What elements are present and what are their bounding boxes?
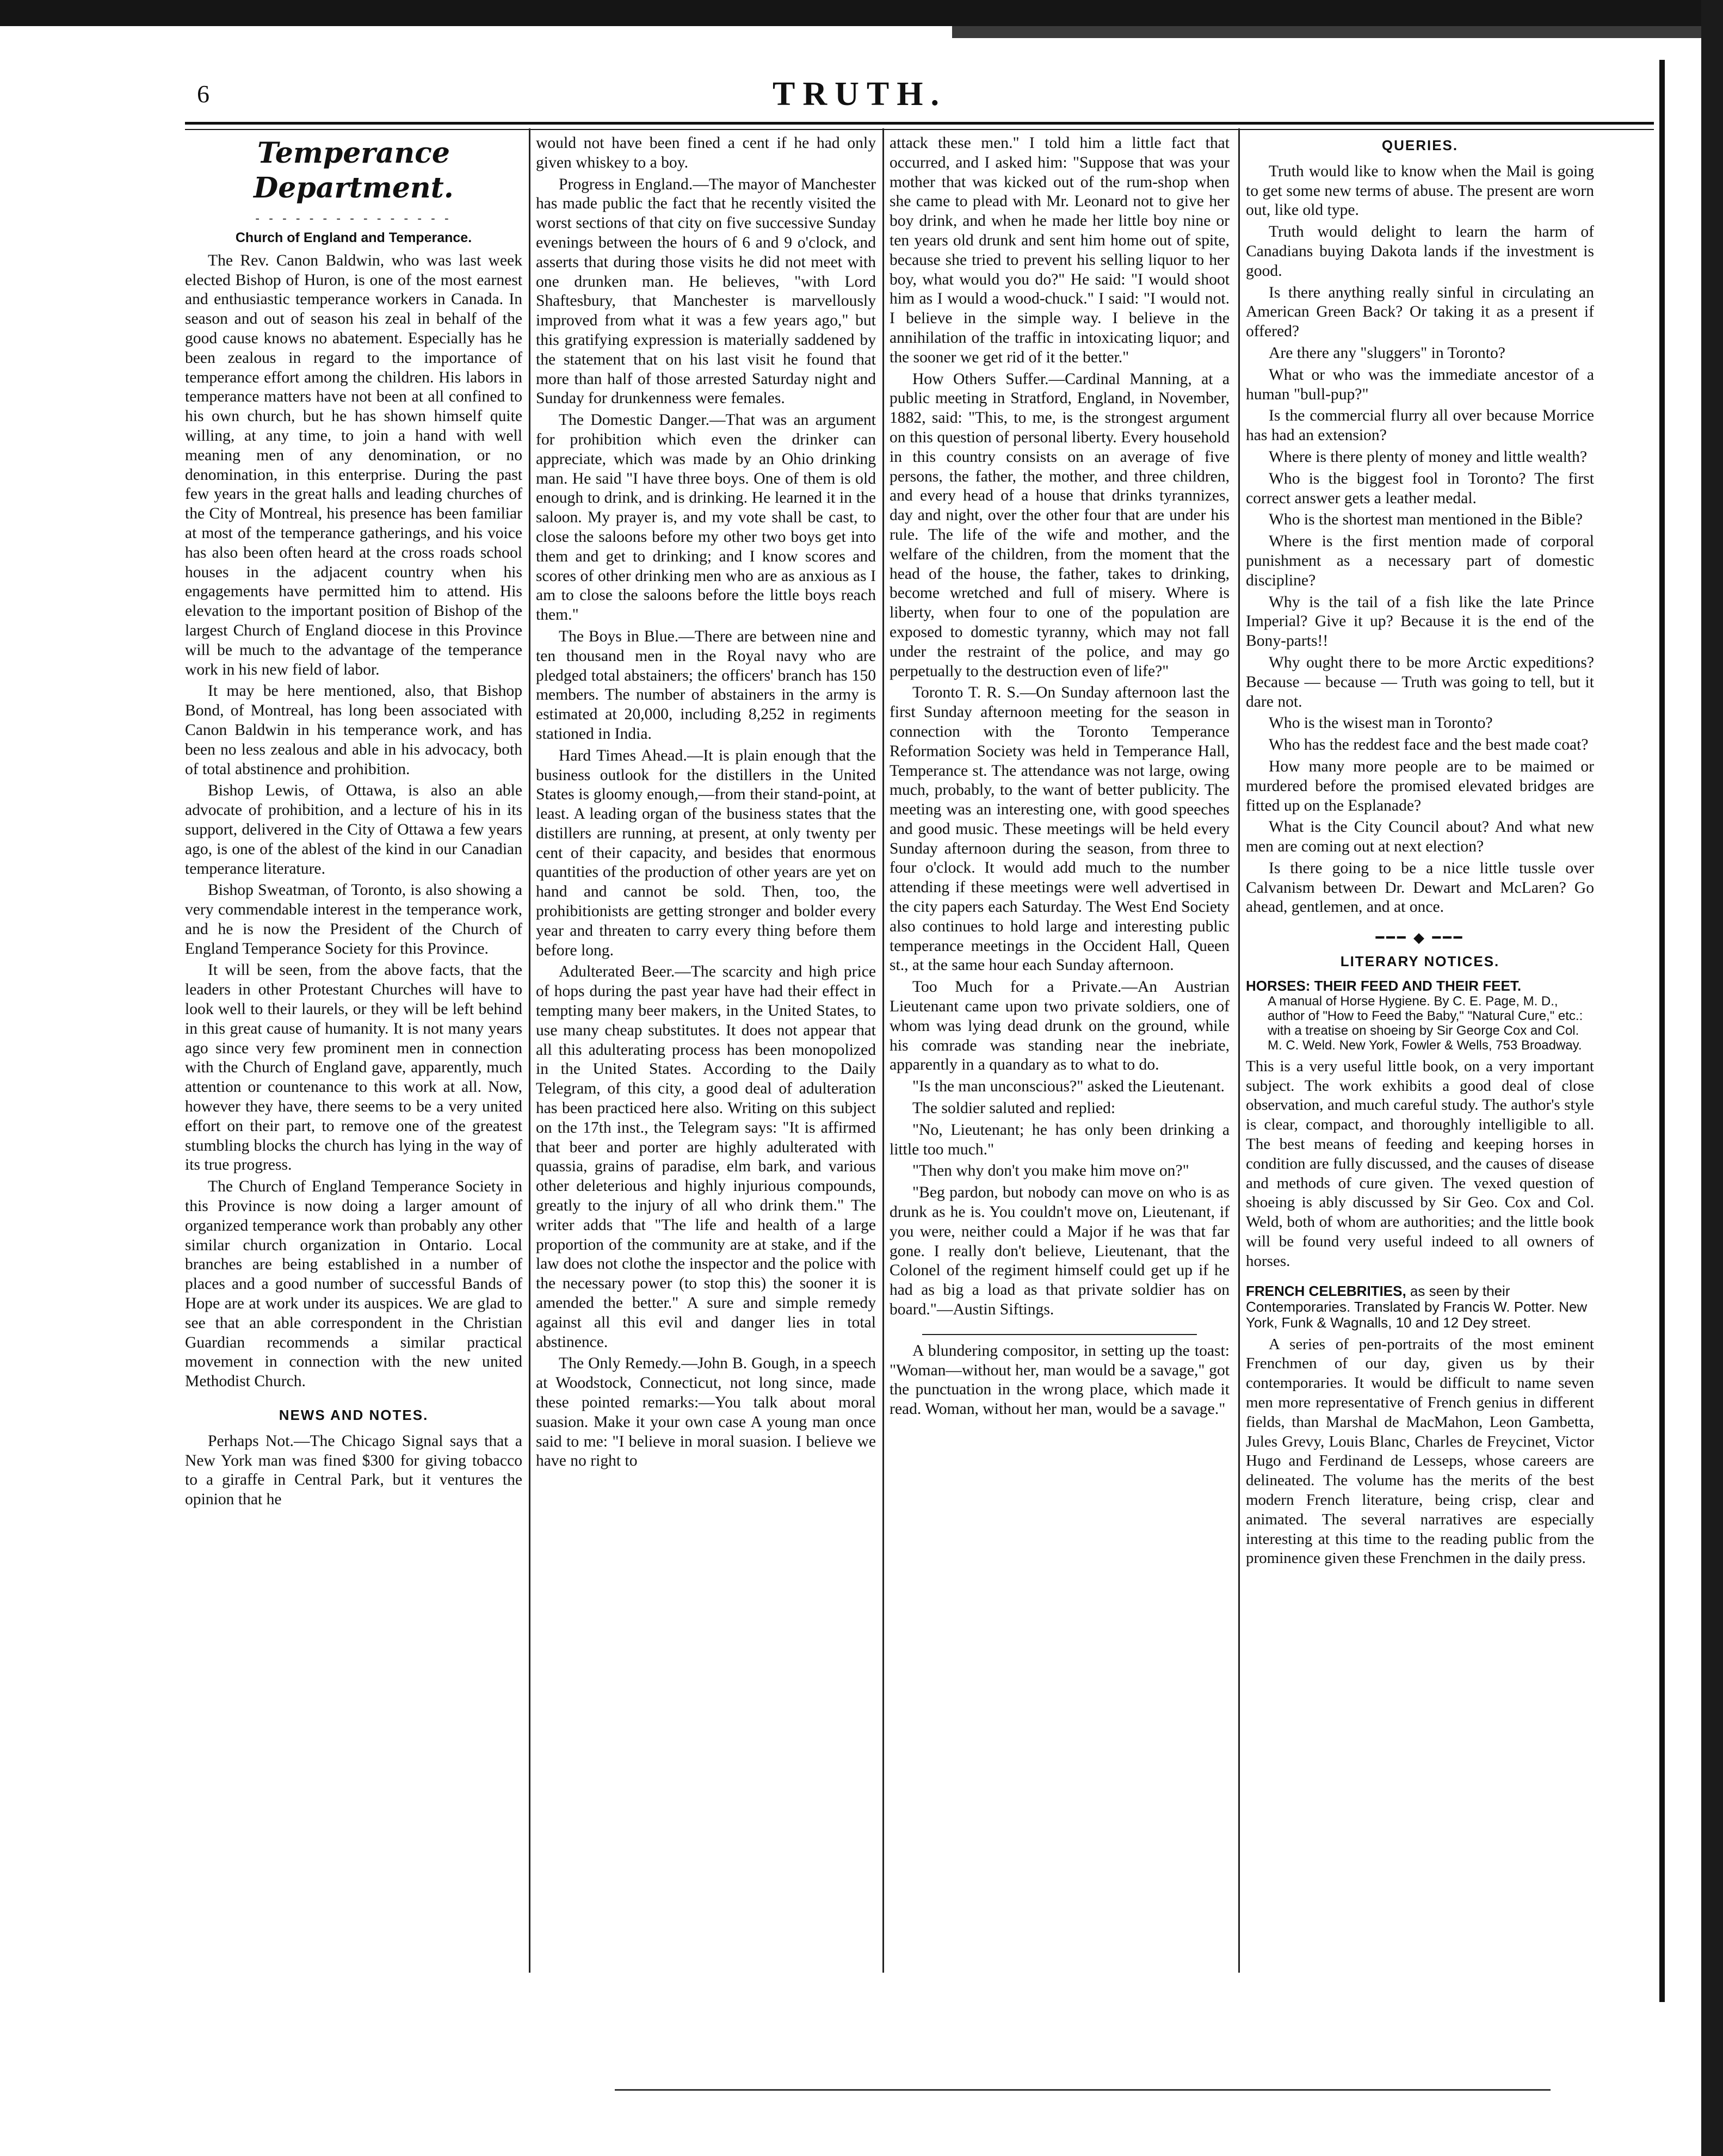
news-paragraph: attack these men." I told him a little fact that occurred, and I asked him: "Suppose that was your mother that was kicked out of the rum-shop when she came to plead with Mr. Leonard not to give her boy drink, and when he made her little boy nine or ten years old drunk and sent him home out of spite, because she tried to prevent his selling liquor to her boy, what would you do?" He said: "I would shoot him as I would a wood-chuck." I said: "I would not. I believe in the simple way. I believe in the annihilation of the traffic in intoxicating liquor; and the sooner we get rid of it the better." <box>890 134 1230 366</box>
news-paragraph: Progress in England.—The mayor of Manchester has made public the fact that he recently visited the worst sections of that city on five successive Sunday evenings between the hours of 6 and 9 o'clock, and asserts that during those visits he did not meet with one drunken man. He believes, "with Lord Shaftesbury, that Manchester is marvellously improved from what it was a few years ago," but this gratifying expression is materially saddened by the statement that on his last visit he found that more than half of those arrested Saturday night and Sunday for drunkenness were females. <box>536 175 876 407</box>
query-item: Who has the reddest face and the best made coat? <box>1269 736 1589 754</box>
article-paragraph: Bishop Lewis, of Ottawa, is also an able advocate of prohibition, and a lecture of his in its support, delivered in the City of Ottawa a few years ago, is one of the ablest of the kind in our Canadian temperance literature. <box>185 782 522 878</box>
article-paragraph: Bishop Sweatman, of Toronto, is also showing a very commendable interest in the temperance work, and he is now the President of the Church of England Temperance Society for this Province. <box>185 881 522 957</box>
column-divider <box>529 128 530 1973</box>
news-paragraph: "Then why don't you make him move on?" <box>912 1162 1189 1180</box>
news-paragraph: Toronto T. R. S.—On Sunday afternoon last the first Sunday afternoon meeting for the season in connection with the Toronto Temperance Reformation Society was held in Temperance Hall, Temperance st. The attendance was not large, owing much, probably, to the want of better publicity. The meeting was an interesting one, with good speeches and good music. These meetings will be held every Sunday afternoon during the season, from three to four o'clock. It would add much to the number attending if these meetings were well advertised in the city papers each Saturday. The West End Society also continues to hold large and interesting public temperance meetings in the Occident Hall, Queen st., at the same hour each Sunday afternoon. <box>890 684 1230 974</box>
article-paragraph: The Rev. Canon Baldwin, who was last week elected Bishop of Huron, is one of the most earnest and enthusiastic temperance workers in Canada. In season and out of season his zeal in behalf of the good cause knows no abatement. Especially has he been zealous in regard to the importance of temperance effort among the children. His labors in temperance matters have not been at all confined to his own church, but he has shown himself quite willing, at any time, to join a hand with well meaning men of any denomination, or no denomination, in this enterprise. During the past few years in the great halls and leading churches of the City of Montreal, his presence has been familiar at most of the temperance gatherings, and his voice has also been often heard at the cross roads school houses in the adjacent country when his engagements have permitted him to attend. His elevation to the important position of Bishop of the largest Church of England diocese in this Province will be much to the advantage of the temperance work in his new field of labor. <box>185 251 522 678</box>
news-paragraph: Hard Times Ahead.—It is plain enough that the business outlook for the distillers in the United States is gloomy enough,—from their stand-point, at least. A leading organ of the business states that the distillers are running, at present, at only twenty per cent of their capacity, and besides that enormous quantities of the production of other years are yet on hand and cannot be sold. Then, too, the prohibitionists are getting stronger and bolder every year and threaten to carry every thing before them before long. <box>536 746 876 959</box>
query-item: Where is there plenty of money and little wealth? <box>1269 448 1588 466</box>
query-item: What is the City Council about? And what new men are coming out at next election? <box>1246 818 1594 856</box>
query-item: Why ought there to be more Arctic expeditions? Because — because — Truth was going to tell, but it dare not. <box>1246 653 1594 711</box>
column-divider <box>1238 128 1240 1973</box>
news-paragraph: The Domestic Danger.—That was an argument for prohibition which even the drinker can appreciate, which was made by an Ohio drinking man. He said "I have three boys. One of them is old enough to drink, and is drinking. He learned it in the saloon. My prayer is, and my vote shall be cast, to close the saloons before my other two boys get into them and get to drinking; and I know scores and scores of other drinking men who are as anxious as I am to close the saloons before the little boys reach them." <box>536 411 876 624</box>
page-right-rule <box>1659 60 1665 2002</box>
literary-notices-heading: LITERARY NOTICES. <box>1340 953 1500 970</box>
scan-top-border <box>0 0 1723 26</box>
article-subheading: Church of England and Temperance. <box>235 230 472 245</box>
header-rule <box>185 122 1654 130</box>
query-item: How many more people are to be maimed or murdered before the promised elevated bridges are fitted up on the Esplanade? <box>1246 757 1594 814</box>
query-item: Who is the biggest fool in Toronto? The first correct answer gets a leather medal. <box>1246 469 1594 507</box>
news-paragraph: "Is the man unconscious?" asked the Lieutenant. <box>912 1078 1225 1096</box>
news-paragraph: Perhaps Not.—The Chicago Signal says that a New York man was fined $300 for giving tobacco to a giraffe in Central Park, but it ventures the opinion that he <box>185 1432 522 1509</box>
article-paragraph: It may be here mentioned, also, that Bishop Bond, of Montreal, has long been associated with Canon Baldwin in his temperance work, and has been no less zealous and able in his advocacy, both of total abstinence and prohibition. <box>185 682 522 778</box>
query-item: Is the commercial flurry all over because Morrice has had an extension? <box>1246 407 1594 444</box>
queries-heading: QUERIES. <box>1381 137 1459 153</box>
news-paragraph: The Only Remedy.—John B. Gough, in a speech at Woodstock, Connecticut, not long since, made these pointed remarks:—You talk about moral suasion. Make it your own case A young man once said to me: "I believe in moral suasion. I believe we have no right to <box>536 1355 876 1470</box>
news-paragraph: "No, Lieutenant; he has only been drinking a little too much." <box>890 1121 1230 1158</box>
news-paragraph: "Beg pardon, but nobody can move on who is as drunk as he is. You couldn't move on, Lieutenant, if you were, neither could a Major if he was that far gone. I really don't believe, Lieutenant, that the Colonel of the regiment himself could get up if he had as big a load as that private soldier has on board."—Austin Siftings. <box>890 1184 1230 1319</box>
book-heading <box>1246 978 1594 1053</box>
query-item: Truth would like to know when the Mail is going to get some new terms of abuse. The present are worn out, like old type. <box>1246 162 1594 219</box>
column-4 <box>1246 134 1594 1967</box>
query-item: Who is the shortest man mentioned in the Bible? <box>1269 511 1583 529</box>
query-item: Is there going to be a nice little tussle over Calvanism between Dr. Dewart and McLaren? Go ahead, gentlemen, and at once. <box>1246 859 1594 916</box>
news-paragraph: would not have been fined a cent if he had only given whiskey to a boy. <box>536 134 876 171</box>
query-item: Is there anything really sinful in circulating an American Green Back? Or taking it as a present if offered? <box>1246 283 1594 341</box>
scan-top-border-shadow <box>952 26 1723 38</box>
news-paragraph: The soldier saluted and replied: <box>912 1099 1116 1117</box>
masthead-title: TRUTH. <box>773 76 947 113</box>
query-item: Are there any "sluggers" in Toronto? <box>1269 344 1505 362</box>
bottom-rule <box>615 2089 1551 2091</box>
column-2 <box>536 134 876 1967</box>
ornament-separator: ━━━ ◆ ━━━ <box>1375 930 1465 946</box>
book-review: A series of pen-portraits of the most eminent Frenchmen of our day, given us by their contemporaries. It would be difficult to name seven men more representative of French genius in different fields, than Marshal de MacMahon, Leon Gambetta, Jules Grevy, Louis Blanc, Charles de Freycinet, Victor Hugo and Ferdinand de Lesseps, whose careers are delineated. The volume has the merits of the best modern French literature, being crisp, clear and animated. The several narratives are especially interesting at this time to the reading public from the prominence given these Frenchmen in the daily press. <box>1246 1335 1594 1567</box>
book-review: This is a very useful little book, on a very important subject. The work exhibits a good deal of close observation, and much careful study. The author's style is clear, compact, and thoroughly intelligible to all. The best means of feeding and keeping horses in condition are fully discussed, and the causes of disease and methods of cure given. The vexed question of shoeing is ably discussed by Sir Geo. Cox and Col. Weld, both of whom are authorities; and the little book will be found very useful indeed to all owners of horses. <box>1246 1057 1594 1270</box>
title-ornament: - - - - - - - - - - - - - - - <box>255 211 452 225</box>
section-separator <box>922 1334 1197 1335</box>
column-1 <box>185 134 522 1967</box>
page-number: 6 <box>197 80 209 108</box>
news-paragraph: Adulterated Beer.—The scarcity and high price of hops during the past year have had their effect in tempting many beer makers, in the United States, to use many cheap substitutes. It does not appear that all this adulterating process has been monopolized in the United States. According to the Daily Telegram, of this city, a good deal of adulteration has been practiced here also. Writing on this subject on the 17th inst., the Telegram says: "It is affirmed that beer and porter are highly adulterated with quassia, grains of paradise, elm bark, and various other deleterious and highly injurious compounds, greatly to the injury of all who drink them." The writer adds that "The life and health of a large proportion of the community are at stake, and if the law does not clothe the inspector and the police with the necessary power (to stop this) the sooner it is amended the better." A sure and simple remedy against all this evil and danger lies in total abstinence. <box>536 963 876 1351</box>
scan-right-border <box>1701 0 1723 2156</box>
query-item: Who is the wisest man in Toronto? <box>1269 714 1493 732</box>
book-title: FRENCH CELEBRITIES, <box>1246 1282 1406 1299</box>
query-item: Truth would delight to learn the harm of Canadians buying Dakota lands if the investment is good. <box>1246 223 1594 280</box>
column-3 <box>890 134 1230 1967</box>
query-item: Why is the tail of a fish like the late Prince Imperial? Give it up? Because it is the end of the Bony-parts!! <box>1246 593 1594 650</box>
book-title: HORSES: THEIR FEED AND THEIR FEET. <box>1246 977 1522 994</box>
query-item: Where is the first mention made of corporal punishment as a necessary part of domestic discipline? <box>1246 533 1594 589</box>
article-paragraph: It will be seen, from the above facts, that the leaders in other Protestant Churches will have to look well to their laurels, or they will be left behind in this great cause of humanity. It is not many years ago since very few prominent men in connection with the Church of England gave, apparently, much attention or countenance to this work at all. Now, however they have, there seems to be a very united effort on their part, to remove one of the greatest stumbling blocks the church has lying in the way of its true progress. <box>185 961 522 1174</box>
query-item: What or who was the immediate ancestor of a human "bull-pup?" <box>1246 366 1594 403</box>
news-paragraph: How Others Suffer.—Cardinal Manning, at a public meeting in Stratford, England, in November, 1882, said: "This, to me, is the strongest argument on this question of personal liberty. Every household in this country consists on an average of five persons, the father, the mother, and three children, and every head of a house that drinks tyrannizes, day and night, over the other four that are under his rule. The life of the wife and mother, and the welfare of the children, from the moment that the head of the house, the father, takes to drinking, become wretched and full of misery. Where is liberty, when four to one of the population are exposed to domestic tyranny, which may not fall under the restraint of the police, and may go perpetually to the destruction even of life?" <box>890 370 1230 680</box>
column-divider <box>882 128 884 1973</box>
news-paragraph: The Boys in Blue.—There are between nine and ten thousand men in the Royal navy who are pledged total abstainers; the officers' branch has 150 members. The number of abstainers in the army is estimated at 20,000, including 8,252 in regiments stationed in India. <box>536 627 876 743</box>
book-details: as seen by their Contemporaries. Translated by Francis W. Potter. New York, Funk & Wagnalls, 10 and 12 Dey street. <box>1246 1282 1588 1331</box>
department-title: Temperance Department. <box>254 137 454 205</box>
article-paragraph: The Church of England Temperance Society in this Province is now doing a larger amount of organized temperance work than probably any other similar church organization in Ontario. Local branches are being established in a number of places and a good number of successful Bands of Hope are at work under its auspices. We are glad to see that an able correspondent in the Christian Guardian recommends a similar practical movement in connection with the new united Methodist Church. <box>185 1178 522 1391</box>
news-paragraph: Too Much for a Private.—An Austrian Lieutenant came upon two private soldiers, one of whom was lying dead drunk on the ground, while his comrade was standing near the inebriate, apparently in a quandary as to what to do. <box>890 978 1230 1074</box>
book-details: A manual of Horse Hygiene. By C. E. Page, M. D., author of "How to Feed the Baby," "Natural Cure," etc.: with a treatise on shoeing by Sir George Cox and Col. M. C. Weld. New York, Fowler & Wells, 753 Broadway. <box>1268 993 1583 1053</box>
book-heading <box>1246 1283 1594 1331</box>
news-section-heading: NEWS AND NOTES. <box>279 1407 429 1424</box>
news-paragraph: A blundering compositor, in setting up the toast: "Woman—without her, man would be a savage," got the punctuation in the wrong place, which made it read. Woman, without her man, would be a savage." <box>890 1342 1230 1418</box>
